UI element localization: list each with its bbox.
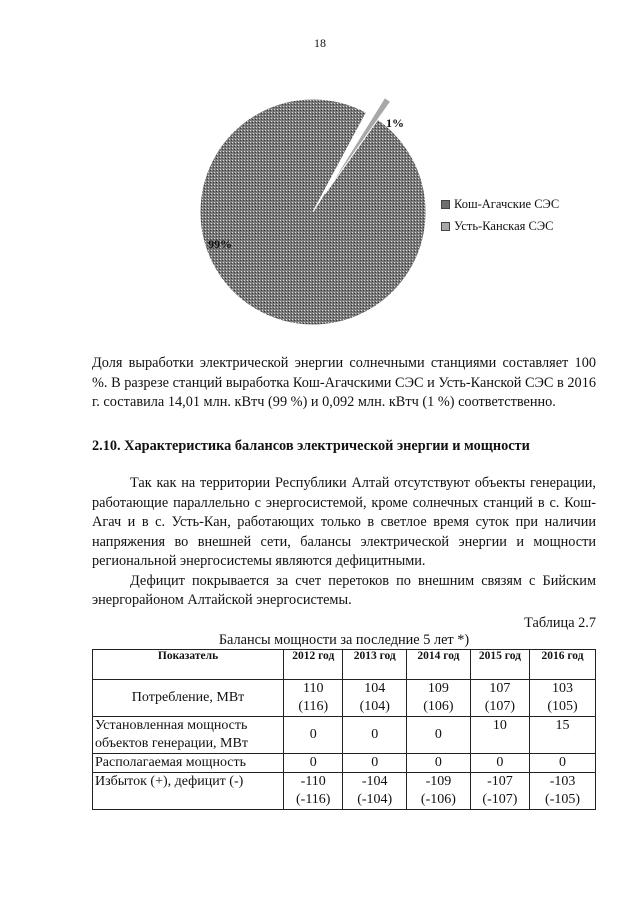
table-cell <box>530 680 596 717</box>
table-cell <box>343 680 407 717</box>
legend-swatch-kosh-agach <box>441 200 450 209</box>
table-cell: 0 <box>530 754 596 773</box>
table-cell: 15 <box>530 717 596 754</box>
solar-generation-pie-chart <box>190 85 440 350</box>
table-cell <box>284 773 343 810</box>
row-label: Располагаемая мощность <box>93 754 284 773</box>
column-header: 2015 год <box>470 650 529 680</box>
cell-value: 104 <box>364 681 386 696</box>
cell-value: 103 <box>552 681 574 696</box>
cell-value: 109 <box>427 681 449 696</box>
legend-item-kosh-agach <box>441 193 559 215</box>
section-heading: 2.10. Характеристика балансов электрической энергии и мощности <box>92 438 530 454</box>
cell-value: -107 <box>487 774 513 789</box>
column-header: 2012 год <box>284 650 343 680</box>
table-cell <box>407 680 471 717</box>
cell-value-bracketed: (105) <box>547 699 578 714</box>
table-cell <box>284 680 343 717</box>
table-header-row <box>93 650 596 680</box>
table-cell <box>470 773 529 810</box>
table-row <box>93 717 596 754</box>
table-row <box>93 754 596 773</box>
cell-value-bracketed: (107) <box>484 699 516 714</box>
table-cell <box>343 773 407 810</box>
legend-label-kosh-agach: Кош-Агачские СЭС <box>454 196 560 211</box>
table-cell: 0 <box>407 754 471 773</box>
paragraph-text-2: Дефицит покрывается за счет перетоков по внешним связям с Бийским энергорайоном Алтайской энергосистемы. <box>92 572 596 608</box>
legend-swatch-ust-kan <box>441 222 450 231</box>
paragraph-text: Так как на территории Республики Алтай отсутствуют объекты генерации, работающие параллельно с энергосистемой, кроме солнечных станций в с. Кош-Агач и в с. Усть-Кан, работающих только в светлое время суток при наличии напряжения во внешней сети, балансы электрической энергии и мощности региональной энергосистемы являются дефицитными. <box>92 475 596 569</box>
chart-legend <box>441 193 559 237</box>
table-cell <box>407 773 471 810</box>
data-label-kosh-agach: 99% <box>208 237 232 251</box>
column-header: 2013 год <box>343 650 407 680</box>
cell-value-bracketed: (-116) <box>296 792 331 807</box>
table-row <box>93 680 596 717</box>
data-label-ust-kan: 1% <box>386 116 404 130</box>
cell-value: 107 <box>489 681 511 696</box>
row-label: Потребление, МВт <box>93 680 284 717</box>
paragraph-balance-deficit <box>92 474 596 611</box>
legend-item-ust-kan <box>441 215 559 237</box>
cell-value-bracketed: (-105) <box>545 792 581 807</box>
row-label: Избыток (+), дефицит (-) <box>93 773 284 810</box>
table-cell: 10 <box>470 717 529 754</box>
cell-value: -104 <box>361 774 388 789</box>
cell-value: 110 <box>303 681 324 696</box>
column-header: 2014 год <box>407 650 471 680</box>
table-caption: Балансы мощности за последние 5 лет *) <box>218 632 470 648</box>
cell-value: -110 <box>300 774 326 789</box>
cell-value-bracketed: (-106) <box>420 792 456 807</box>
table-cell: 0 <box>470 754 529 773</box>
table-cell <box>470 680 529 717</box>
table-cell: 0 <box>343 717 407 754</box>
row-label: Установленная мощность объектов генерации, МВт <box>93 717 284 754</box>
cell-value-bracketed: (116) <box>298 699 329 714</box>
column-header: Показатель <box>93 650 284 680</box>
table-cell: 0 <box>284 717 343 754</box>
power-balance-table <box>92 649 596 810</box>
table-row <box>93 773 596 810</box>
column-header: 2016 год <box>530 650 596 680</box>
cell-value-bracketed: (104) <box>359 699 390 714</box>
cell-value-bracketed: (-107) <box>482 792 518 807</box>
cell-value: -109 <box>425 774 452 789</box>
legend-label-ust-kan: Усть-Канская СЭС <box>454 218 554 233</box>
table-cell: 0 <box>407 717 471 754</box>
paragraph-solar-share <box>92 354 596 413</box>
table-cell: 0 <box>284 754 343 773</box>
pie-slice-kosh-agach <box>200 99 426 325</box>
table-label: Таблица 2.7 <box>524 615 596 631</box>
paragraph-text: Доля выработки электрической энергии солнечными станциями составляет 100 %. В разрезе станций выработка Кош-Агачскими СЭС и Усть-Канской СЭС в 2016 г. составила 14,01 млн. кВтч (99 %) и 0,092 млн. кВтч (1 %) соответственно. <box>92 355 596 410</box>
table-cell <box>530 773 596 810</box>
table-cell: 0 <box>343 754 407 773</box>
cell-value-bracketed: (-104) <box>357 792 393 807</box>
cell-value: -103 <box>549 774 576 789</box>
cell-value-bracketed: (106) <box>423 699 454 714</box>
page-number: 18 <box>314 36 326 50</box>
